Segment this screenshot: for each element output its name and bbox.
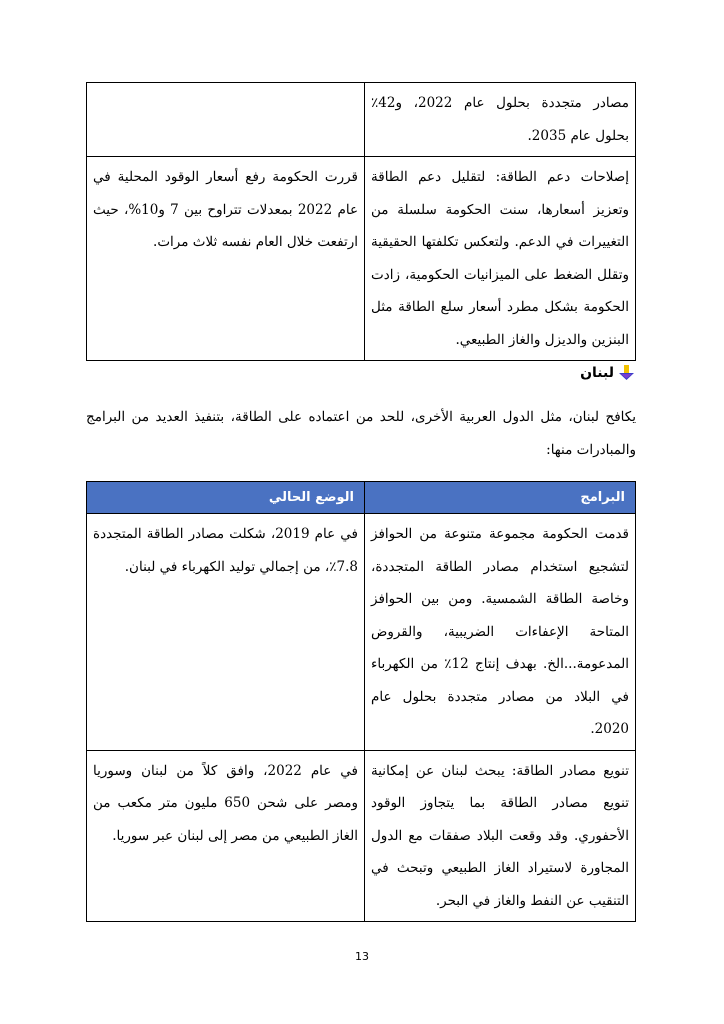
arrow-bullet-icon [618, 364, 636, 382]
table-row [87, 157, 636, 361]
column-header-programs: البرامج [365, 482, 636, 514]
column-header-status: الوضع الحالي [87, 482, 365, 514]
table-row [87, 83, 636, 157]
table-cell: تنويع مصادر الطاقة: يبحث لبنان عن إمكانية تنويع مصادر الطاقة بما يتجاوز الوقود الأحفوري. وقد وقعت البلاد صفقات مع الدول المجاورة لاستيراد الغاز الطبيعي وتبحث في التنقيب عن النفط والغاز في البحر. [365, 750, 636, 922]
table-cell [87, 83, 365, 157]
intro-paragraph: يكافح لبنان، مثل الدول العربية الأخرى، للحد من اعتماده على الطاقة، بتنفيذ العديد من البرامج والمبادرات منها: [86, 409, 636, 458]
table-cell: مصادر متجددة بحلول عام 2022، و42٪ بحلول عام 2035. [365, 83, 636, 157]
page-number: 13 [355, 950, 369, 963]
lebanon-programs-table [86, 481, 636, 922]
table-row [87, 514, 636, 751]
section-title: لبنان [580, 365, 614, 381]
table-header-row [87, 482, 636, 514]
table-cell: قررت الحكومة رفع أسعار الوقود المحلية في عام 2022 بمعدلات تتراوح بين 7 و10%، حيث ارتفعت خلال العام نفسه ثلاث مرات. [87, 157, 365, 361]
table-row [87, 750, 636, 922]
table-cell: في عام 2022، وافق كلاً من لبنان وسوريا ومصر على شحن 650 مليون متر مكعب من الغاز الطبيعي من مصر إلى لبنان عبر سوريا. [87, 750, 365, 922]
table-cell: في عام 2019، شكلت مصادر الطاقة المتجددة 7.8٪، من إجمالي توليد الكهرباء في لبنان. [87, 514, 365, 751]
energy-reforms-table [86, 82, 636, 361]
table-cell: إصلاحات دعم الطاقة: لتقليل دعم الطاقة وتعزيز أسعارها، سنت الحكومة سلسلة من التغييرات في الدعم. ولتعكس تكلفتها الحقيقية وتقلل الضغط على الميزانيات الحكومية، زادت الحكومة بشكل مطرد أسعار سلع الطاقة مثل البنزين والديزل والغاز الطبيعي. [365, 157, 636, 361]
table-cell: قدمت الحكومة مجموعة متنوعة من الحوافز لتشجيع استخدام مصادر الطاقة المتجددة، وخاصة الطاقة الشمسية. ومن بين الحوافز المتاحة الإعفاءات الضريبية، والقروض المدعومة...الخ. بهدف إنتاج 12٪ من الكهرباء في البلاد من مصادر متجددة بحلول عام 2020. [365, 514, 636, 751]
section-heading [580, 364, 636, 382]
